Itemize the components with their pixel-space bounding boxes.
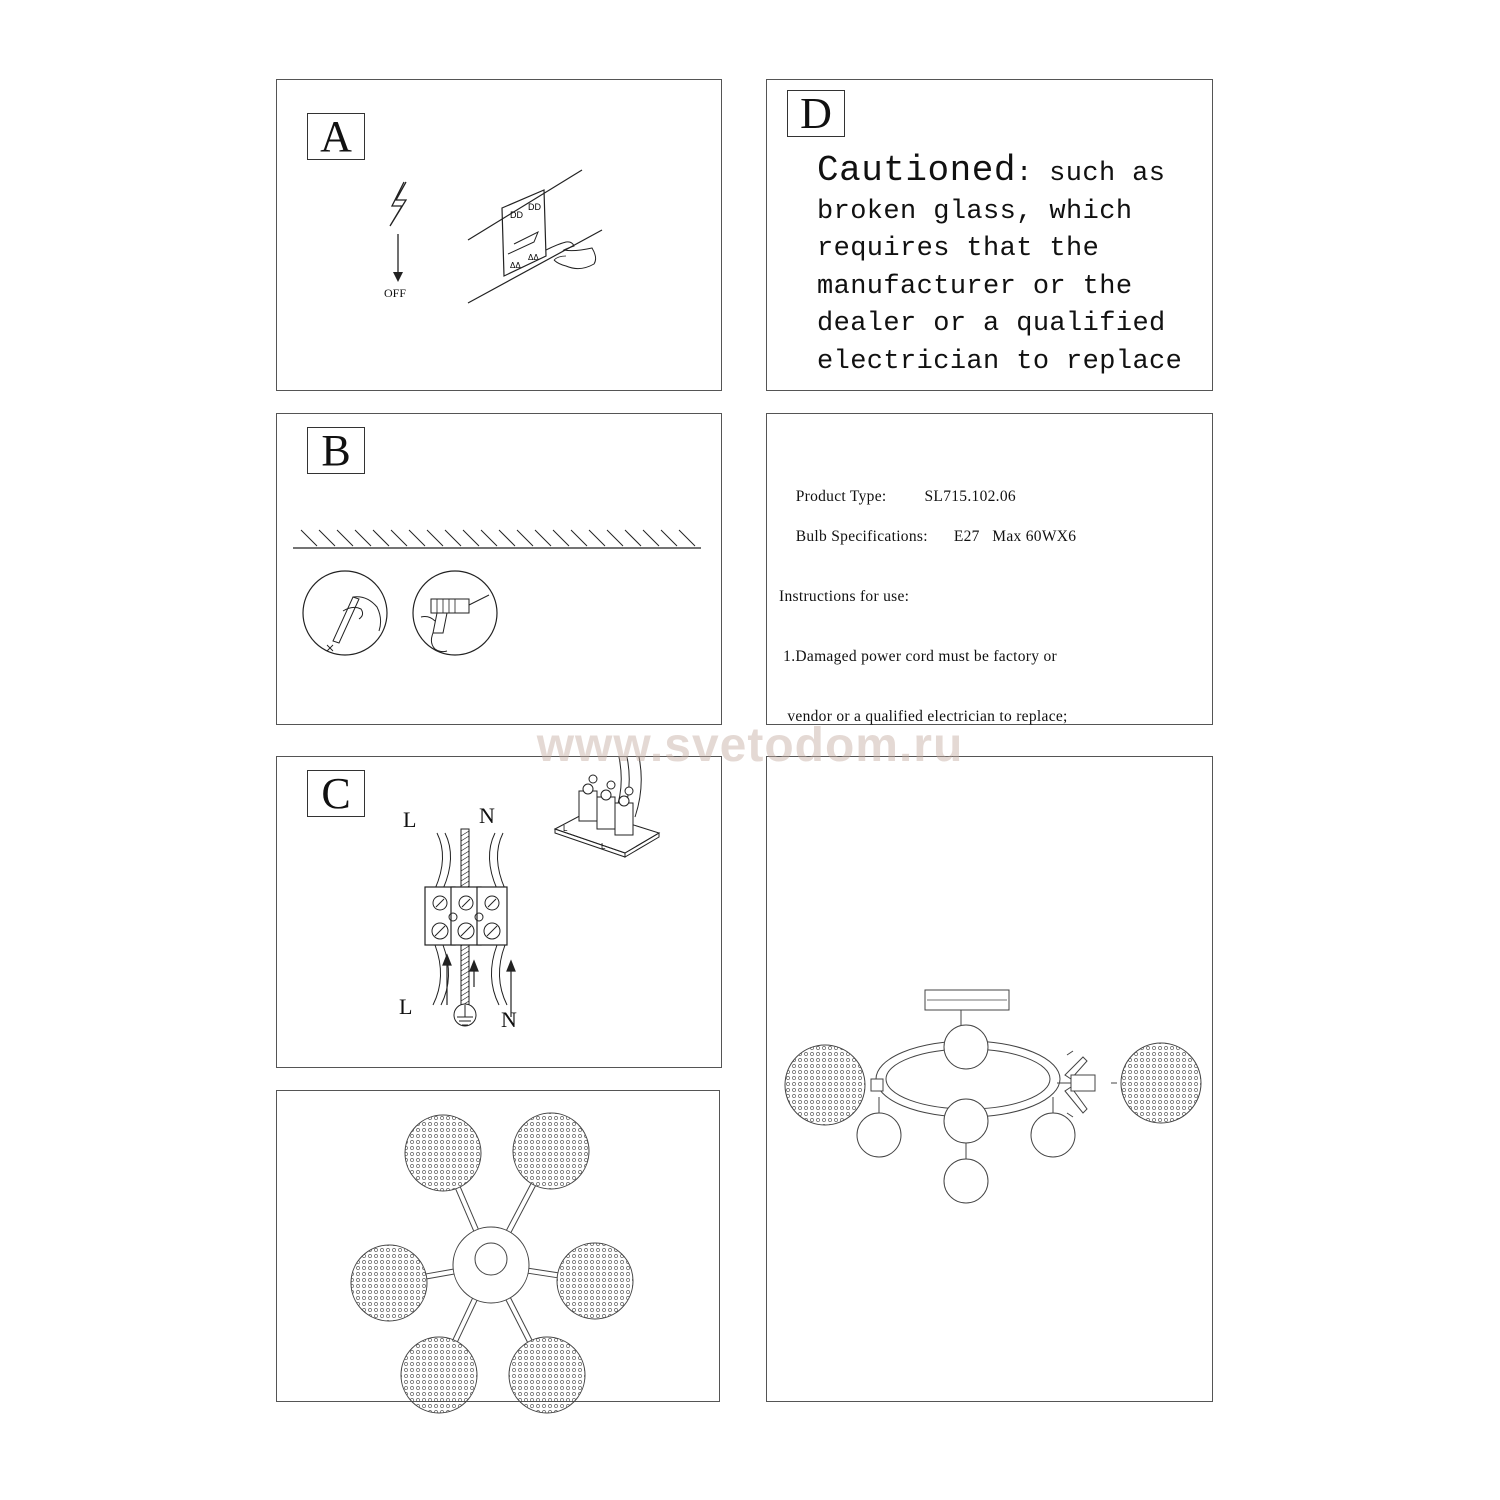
- product-type-value: SL715.102.06: [924, 488, 1016, 505]
- wire-label-l-top: L: [403, 807, 417, 832]
- breaker-switch-icon: [462, 168, 622, 318]
- bulb-spec-label: Bulb Specifications:: [795, 528, 928, 545]
- chandelier-side-view-diagram: [767, 757, 1214, 1403]
- svg-text:L: L: [601, 842, 606, 851]
- caution-heading: Cautioned: [817, 150, 1016, 191]
- off-label: OFF: [384, 286, 407, 300]
- panel-specifications: [766, 413, 1213, 725]
- wire-label-l-bottom: L: [399, 994, 413, 1019]
- wire-label-n-top: N: [479, 803, 495, 828]
- ceiling-hatch-icon: [291, 522, 711, 562]
- svg-text:DD: DD: [528, 202, 541, 212]
- connector-block-icon: [549, 757, 679, 867]
- product-type-label: Product Type:: [795, 488, 887, 505]
- instructions-title: Instructions for use:: [779, 588, 910, 605]
- svg-text:DD: DD: [510, 210, 523, 220]
- svg-text:ΔΔ: ΔΔ: [510, 261, 521, 270]
- svg-text:ΔΔ: ΔΔ: [528, 253, 539, 262]
- step-label-c: C: [307, 770, 365, 817]
- bulb-spec-value: E27 Max 60WX6: [953, 528, 1077, 545]
- instruction-line: 1.Damaged power cord must be factory or: [779, 648, 1057, 665]
- panel-c-wiring: [276, 756, 722, 1068]
- step-label-b: B: [307, 427, 365, 474]
- panel-b-drilling: [276, 413, 722, 725]
- caution-text: [817, 152, 1182, 381]
- drill-icon: [411, 571, 501, 661]
- caution-line-5: dealer or a qualified: [817, 309, 1166, 339]
- svg-text:L: L: [563, 824, 568, 833]
- panel-lamp-side-view: [766, 756, 1213, 1402]
- panel-a-power-off: [276, 79, 722, 391]
- step-label-d: D: [787, 90, 845, 137]
- watermark: www.svetodom.ru: [536, 719, 964, 772]
- terminal-block-wiring-icon: [417, 827, 557, 1047]
- caution-line-3: requires that the: [817, 234, 1100, 264]
- caution-line-1: : such as: [1015, 159, 1166, 189]
- step-label-a: A: [307, 113, 365, 160]
- panel-d-caution: [766, 79, 1213, 391]
- caution-line-4: manufacturer or the: [817, 271, 1133, 302]
- instruction-line: vendor or a qualified electrician to replace;: [779, 708, 1068, 725]
- panel-lamp-top-view: [276, 1090, 720, 1402]
- chandelier-top-view-diagram: [277, 1091, 721, 1403]
- caution-line-6: electrician to replace: [817, 346, 1183, 377]
- pencil-marking-icon: [303, 571, 393, 661]
- wire-label-n-bottom: N: [501, 1007, 517, 1032]
- caution-line-2: broken glass, which: [817, 196, 1133, 227]
